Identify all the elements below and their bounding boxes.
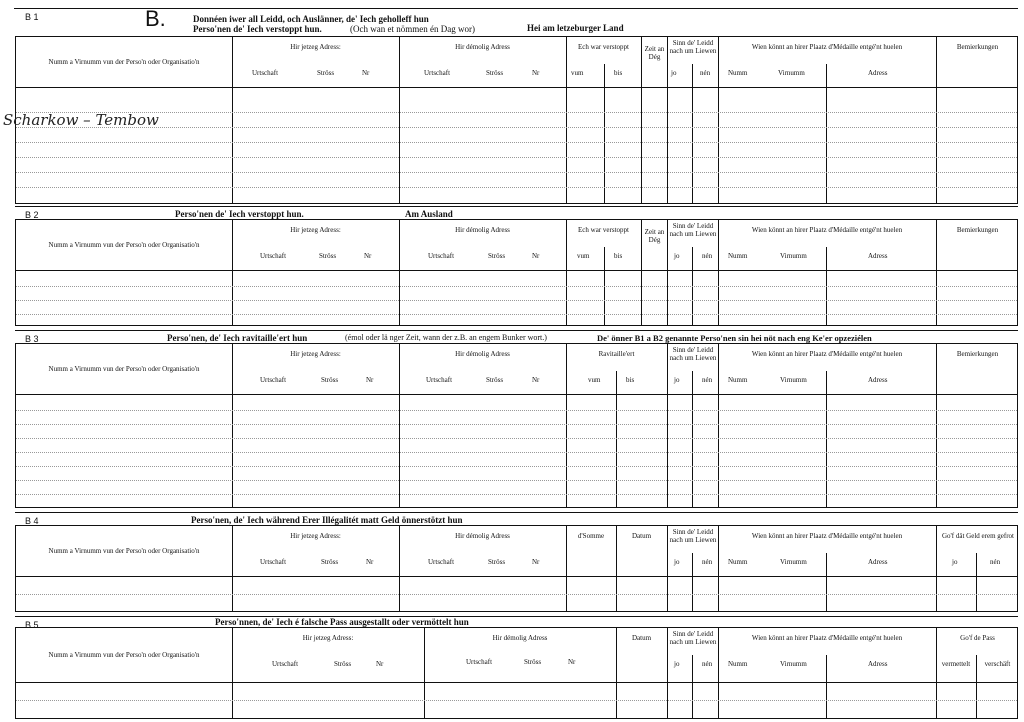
col-town: Urtschaft	[428, 252, 455, 260]
col-medal-first: Virnumm	[778, 69, 805, 77]
col-to: bis	[614, 252, 623, 260]
col-divider	[826, 553, 827, 611]
col-remarks: Bemierkungen	[956, 43, 999, 51]
col-to: bis	[626, 376, 635, 384]
col-date: Datum	[631, 532, 652, 540]
col-no: nén	[702, 660, 713, 668]
col-current-address: Hir jetzeg Adress:	[290, 43, 341, 51]
col-divider	[399, 344, 400, 507]
col-current-address: Hir jetzeg Adress:	[302, 634, 354, 642]
section-place: Hei am letzeburger Land	[527, 23, 624, 33]
col-date: Datum	[631, 634, 652, 642]
col-town: Urtschaft	[252, 69, 279, 77]
col-nr: Nr	[568, 658, 576, 666]
col-yes: jo	[952, 558, 958, 566]
col-supplied: Ravitaille'ert	[598, 350, 635, 358]
section-b2	[15, 206, 1018, 328]
col-divider	[566, 37, 567, 203]
col-no: nén	[702, 376, 713, 384]
section-border	[15, 206, 1018, 207]
section-title: Perso'nen, de' Iech während Erer Illégalitét matt Geld önnerstötzt hun	[191, 515, 463, 525]
row-line	[16, 424, 1017, 425]
col-no: nén	[702, 558, 713, 566]
header-divider	[16, 394, 1017, 395]
row-line	[16, 127, 1017, 128]
col-medal-name: Numm	[728, 376, 748, 384]
section-border	[15, 330, 1018, 331]
row-line	[16, 187, 1017, 188]
col-medal-address: Adress	[868, 376, 888, 384]
col-money-back: Go'f dät Geld erem gefrot	[941, 532, 1014, 540]
col-divider	[692, 655, 693, 718]
col-divider	[936, 526, 937, 611]
col-divider	[566, 220, 567, 325]
col-divider	[692, 64, 693, 203]
col-medal-name: Numm	[728, 558, 748, 566]
col-street: Ströss	[317, 69, 335, 77]
section-title: Donnéen iwer all Leidd, och Auslänner, de' Iech geholleff hun	[193, 14, 429, 24]
col-divider	[718, 628, 719, 718]
col-hidden: Ech war verstoppt	[578, 43, 629, 51]
row-line	[16, 594, 1017, 595]
col-medal-first: Virnumm	[780, 558, 807, 566]
section-id: B 2	[25, 210, 39, 220]
col-divider	[667, 344, 668, 507]
section-note: (émol oder lä nger Zeit, wann der z.B. an engem Bunker wort.)	[345, 333, 547, 342]
col-life: Sinn de' Leidd nach um Liewen	[669, 630, 717, 646]
col-street: Ströss	[321, 376, 339, 384]
row-line	[16, 480, 1017, 481]
col-yes: jo	[674, 376, 680, 384]
col-divider	[718, 526, 719, 611]
col-divider	[604, 64, 605, 203]
col-current-address: Hir jetzeg Adress:	[290, 532, 341, 540]
section-b1	[3, 6, 1018, 206]
col-former-address: Hir démolig Adress	[455, 43, 510, 51]
col-town: Urtschaft	[426, 376, 453, 384]
col-yes: jo	[674, 252, 680, 260]
col-divider	[566, 344, 567, 507]
col-divider	[232, 220, 233, 325]
row-line	[16, 438, 1017, 439]
col-town: Urtschaft	[260, 252, 287, 260]
col-from: vum	[588, 376, 601, 384]
col-medal: Wien könnt an hirer Plaatz d'Médaille entgé'nt huelen	[751, 350, 903, 358]
col-sum: d'Somme	[577, 532, 605, 540]
col-divider	[641, 37, 642, 203]
table-b3	[15, 343, 1018, 508]
col-medal-first: Virnumm	[780, 660, 807, 668]
table-b5	[15, 627, 1018, 719]
row-line	[16, 112, 1017, 113]
col-street: Ströss	[321, 558, 339, 566]
row-line	[16, 452, 1017, 453]
col-medal: Wien könnt an hirer Plaatz d'Médaille entgé'nt huelen	[751, 43, 903, 51]
col-mediated: vermettelt	[941, 660, 971, 668]
section-subtitle: Perso'nen de' Iech verstoppt hun.	[193, 24, 322, 34]
col-divider	[232, 37, 233, 203]
col-no: nén	[700, 69, 711, 77]
col-remarks: Bemierkungen	[956, 350, 999, 358]
col-name: Numm a Virnumm vun der Perso'n oder Organisatio'n	[48, 547, 200, 555]
col-time: Zeit an Dég	[644, 228, 665, 244]
col-life: Sinn de' Leidd nach um Liewen	[669, 39, 717, 55]
col-divider	[616, 371, 617, 507]
col-divider	[718, 220, 719, 325]
col-nr: Nr	[376, 660, 384, 668]
header-divider	[16, 87, 1017, 88]
col-divider	[399, 220, 400, 325]
col-nr: Nr	[362, 69, 370, 77]
section-title: Perso'nen, de' Iech ravitaille'ert hun	[167, 333, 308, 343]
col-street: Ströss	[334, 660, 352, 668]
row-line	[16, 314, 1017, 315]
col-medal-address: Adress	[868, 252, 888, 260]
row-line	[16, 142, 1017, 143]
col-name: Numm a Virnumm vun der Perso'n oder Organisatio'n	[48, 651, 200, 659]
form-letter: B.	[145, 6, 166, 31]
col-divider	[976, 553, 977, 611]
col-life: Sinn de' Leidd nach um Liewen	[669, 346, 717, 362]
col-town: Urtschaft	[260, 558, 287, 566]
col-medal: Wien könnt an hirer Plaatz d'Médaille entgé'nt huelen	[751, 634, 903, 642]
col-time: Zeit an Dég	[644, 45, 665, 61]
section-id: B 5	[25, 620, 39, 630]
section-id: B 4	[25, 516, 39, 526]
row-line	[16, 466, 1017, 467]
handwritten-entry: Scharkow – Tembow	[3, 111, 159, 129]
col-street: Ströss	[319, 252, 337, 260]
col-name: Numm a Virnumm vun der Perso'n oder Organisatio'n	[48, 365, 200, 373]
col-remarks: Bemierkungen	[956, 226, 999, 234]
section-title: Perso'nnen, de' Iech é falsche Pass ausgestallt oder vermöttelt hun	[215, 617, 469, 627]
col-divider	[718, 344, 719, 507]
section-id: B 3	[25, 334, 39, 344]
col-medal: Wien könnt an hirer Plaatz d'Médaille entgé'nt huelen	[751, 532, 903, 540]
section-b3	[15, 330, 1018, 510]
row-line	[16, 286, 1017, 287]
header-divider	[16, 682, 1017, 683]
col-name: Numm a Virnumm vun der Perso'n oder Organisatio'n	[48, 241, 200, 249]
col-divider	[826, 64, 827, 203]
col-medal-name: Numm	[728, 660, 748, 668]
col-name: Numm a Virnumm vun der Perso'n oder Organisatio'n	[48, 58, 200, 66]
col-obtained: verschäft	[984, 660, 1011, 668]
col-divider	[936, 344, 937, 507]
col-life: Sinn de' Leidd nach um Liewen	[669, 528, 717, 544]
col-to: bis	[614, 69, 623, 77]
col-former-address: Hir démolig Adress	[455, 226, 510, 234]
col-town: Urtschaft	[424, 69, 451, 77]
col-divider	[232, 344, 233, 507]
section-id: B 1	[25, 12, 39, 22]
col-medal-first: Virnumm	[780, 252, 807, 260]
col-nr: Nr	[532, 376, 540, 384]
table-b2	[15, 219, 1018, 326]
table-b1	[15, 36, 1018, 204]
col-nr: Nr	[532, 558, 540, 566]
row-line	[16, 700, 1017, 701]
row-line	[16, 300, 1017, 301]
col-divider	[826, 655, 827, 718]
col-no: nén	[702, 252, 713, 260]
col-yes: jo	[674, 558, 680, 566]
col-former-address: Hir démolig Adress	[492, 634, 548, 642]
col-medal-address: Adress	[868, 660, 888, 668]
col-no: nén	[990, 558, 1001, 566]
col-medal-first: Virnumm	[780, 376, 807, 384]
section-place: Am Ausland	[405, 209, 453, 219]
col-divider	[399, 37, 400, 203]
col-town: Urtschaft	[272, 660, 299, 668]
col-medal-address: Adress	[868, 69, 888, 77]
col-divider	[692, 371, 693, 507]
col-from: vum	[577, 252, 590, 260]
section-b4	[15, 512, 1018, 614]
col-street: Ströss	[488, 252, 506, 260]
col-nr: Nr	[366, 558, 374, 566]
section-border	[15, 616, 1018, 617]
col-town: Urtschaft	[466, 658, 493, 666]
row-line	[16, 494, 1017, 495]
col-from: vum	[571, 69, 584, 77]
section-b5	[15, 616, 1018, 720]
col-divider	[826, 371, 827, 507]
col-medal-name: Numm	[728, 69, 748, 77]
col-nr: Nr	[532, 69, 540, 77]
col-street: Ströss	[524, 658, 542, 666]
header-divider	[16, 576, 1017, 577]
col-passport: Go'f de Pass	[960, 634, 995, 642]
col-current-address: Hir jetzeg Adress:	[290, 350, 341, 358]
col-divider	[936, 37, 937, 203]
col-street: Ströss	[488, 558, 506, 566]
section-note: (Och wan et nömmen én Dag wor)	[350, 24, 475, 34]
section-title: Perso'nen de' Iech verstoppt hun.	[175, 209, 304, 219]
col-current-address: Hir jetzeg Adress:	[290, 226, 341, 234]
col-divider	[936, 220, 937, 325]
col-divider	[692, 553, 693, 611]
col-nr: Nr	[532, 252, 540, 260]
col-street: Ströss	[486, 376, 504, 384]
col-street: Ströss	[486, 69, 504, 77]
col-town: Urtschaft	[428, 558, 455, 566]
section-note-2: De' önner B1 a B2 genannte Perso'nen sin hei nöt nach eng Ke'er opzeziélen	[597, 333, 872, 343]
col-former-address: Hir démolig Adress	[455, 532, 510, 540]
col-yes: jo	[674, 660, 680, 668]
col-divider	[667, 37, 668, 203]
col-nr: Nr	[364, 252, 372, 260]
table-b4	[15, 525, 1018, 612]
col-former-address: Hir démolig Adress	[455, 350, 510, 358]
col-hidden: Ech war verstoppt	[578, 226, 629, 234]
col-medal: Wien könnt an hirer Plaatz d'Médaille entgé'nt huelen	[751, 226, 903, 234]
section-border	[15, 512, 1018, 513]
row-line	[16, 410, 1017, 411]
row-line	[16, 157, 1017, 158]
col-divider	[718, 37, 719, 203]
col-medal-name: Numm	[728, 252, 748, 260]
header-divider	[16, 270, 1017, 271]
col-town: Urtschaft	[260, 376, 287, 384]
col-nr: Nr	[366, 376, 374, 384]
col-yes: jo	[671, 69, 677, 77]
row-line	[16, 172, 1017, 173]
col-medal-address: Adress	[868, 558, 888, 566]
col-life: Sinn de' Leidd nach um Liewen	[669, 222, 717, 238]
